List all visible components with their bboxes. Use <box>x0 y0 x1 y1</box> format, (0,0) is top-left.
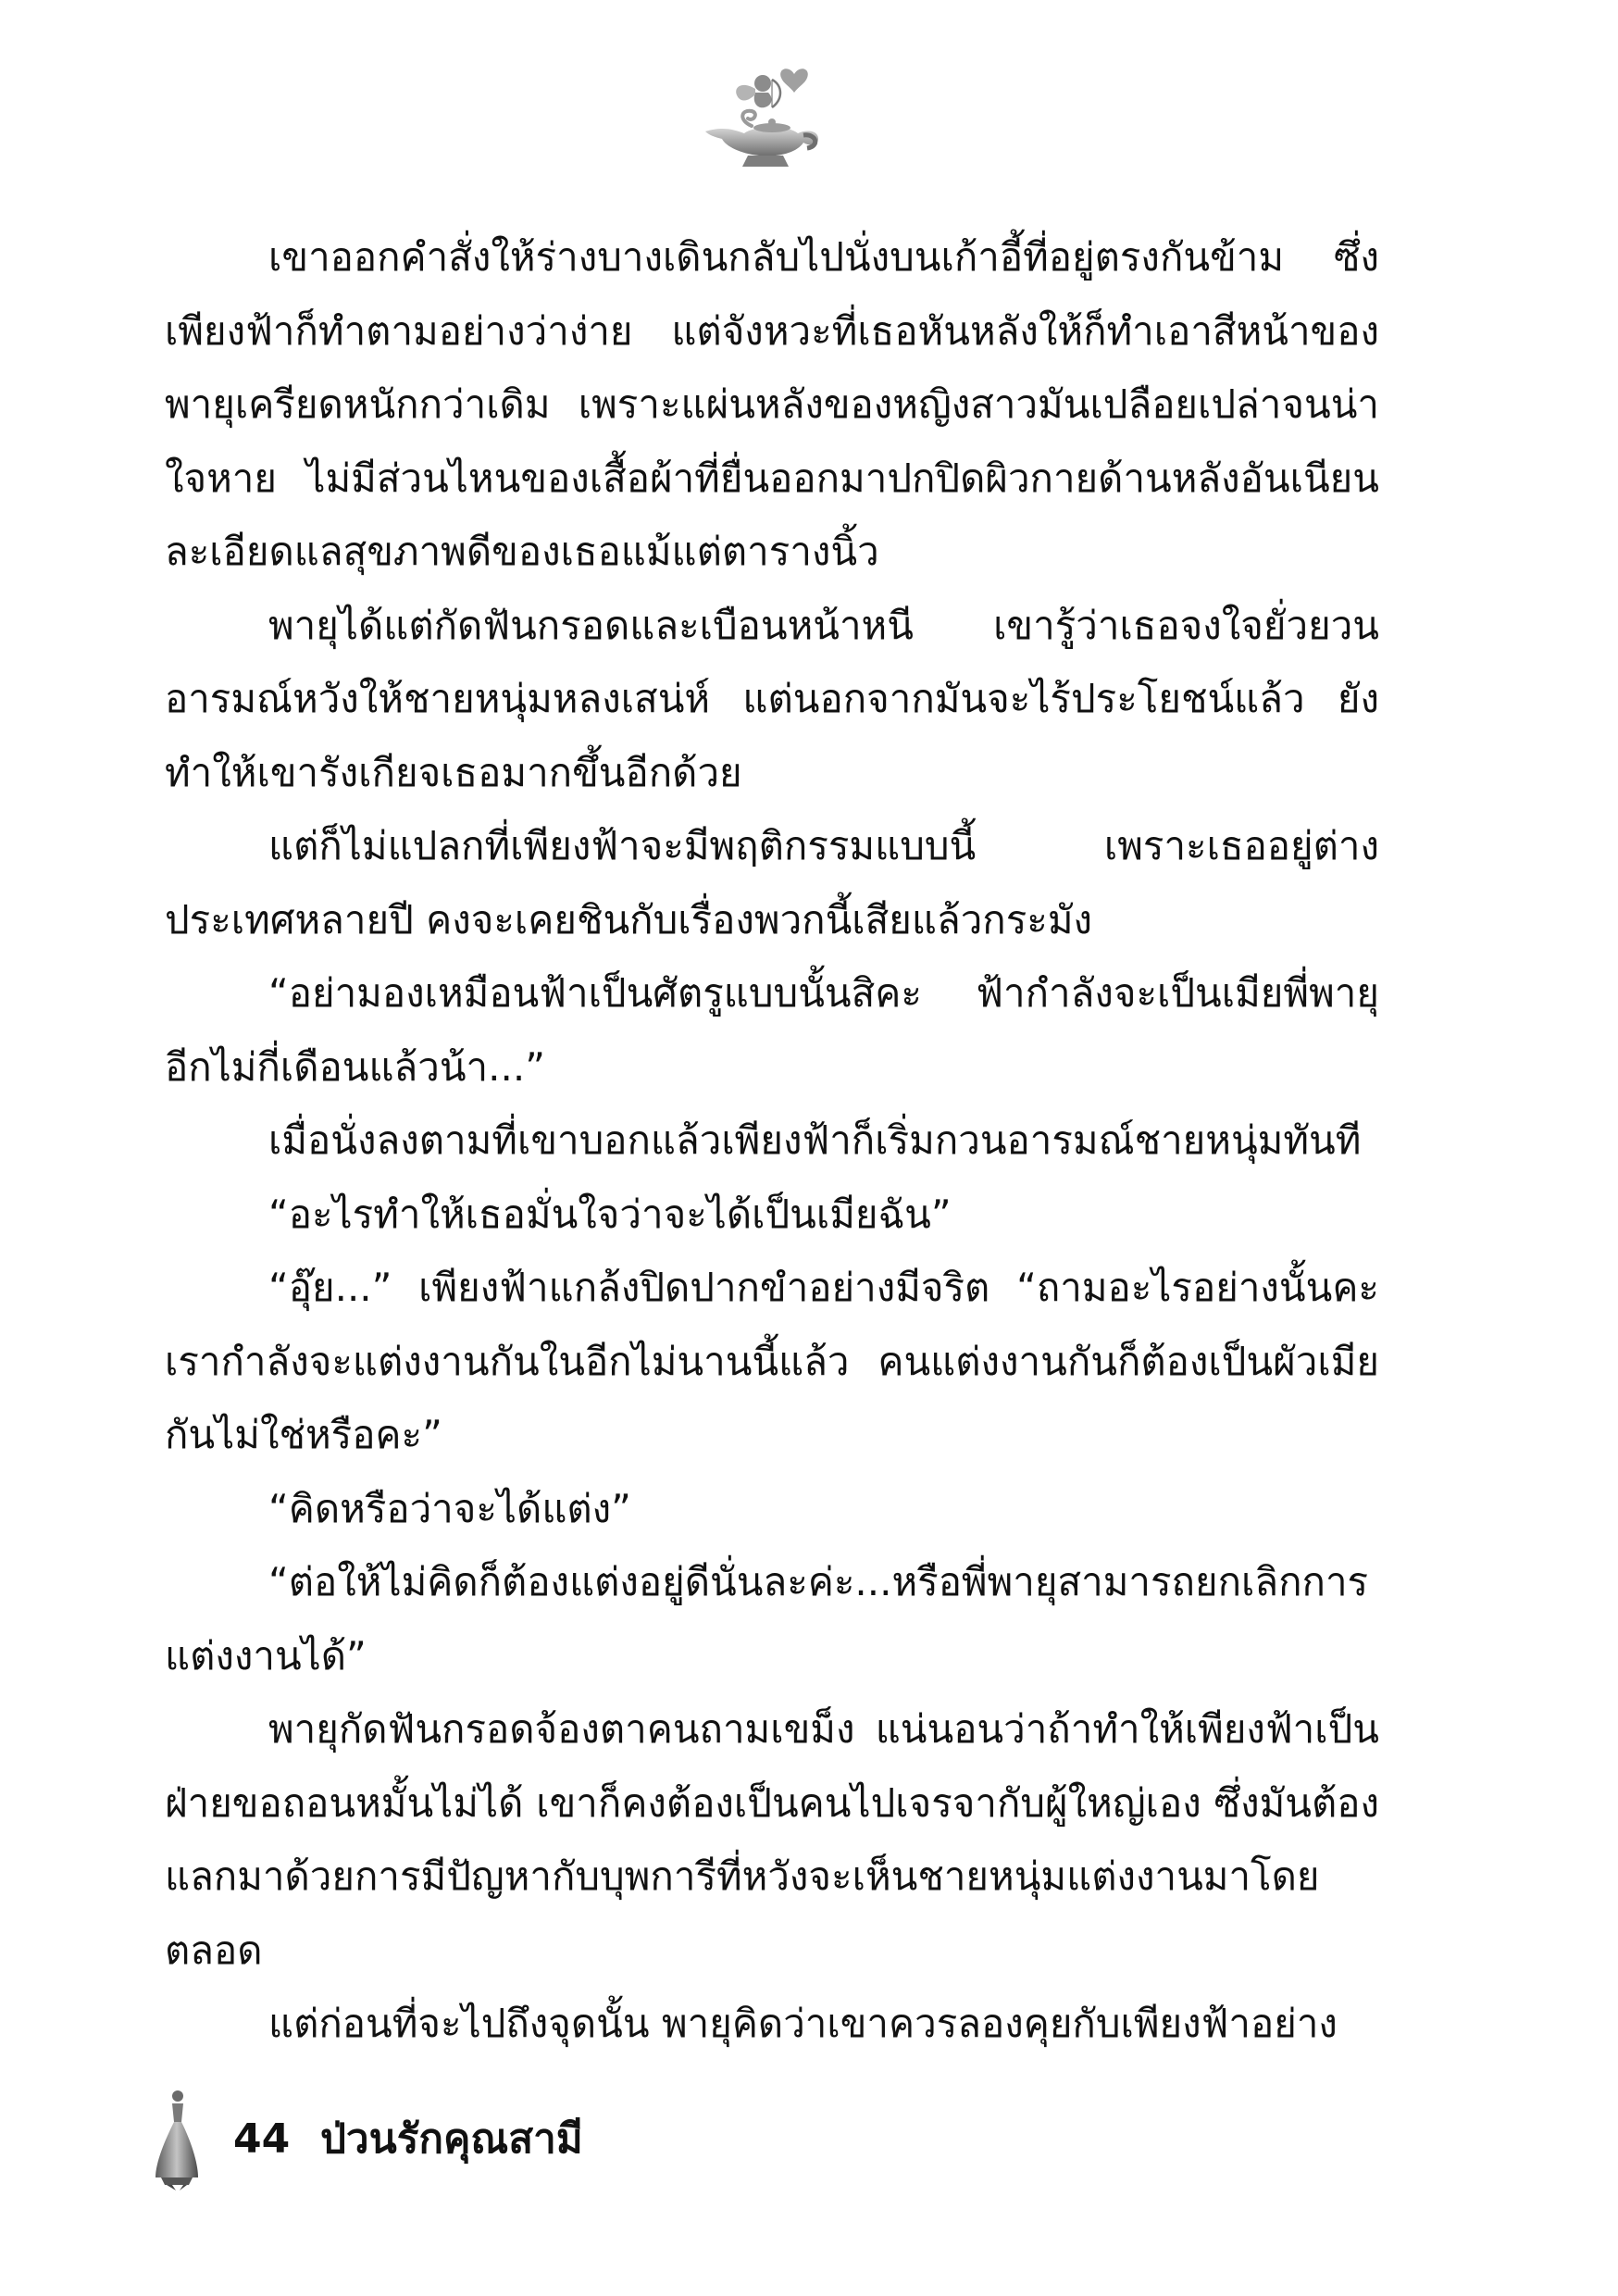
lady-in-ball-gown-icon <box>154 2089 200 2190</box>
paragraph-10: พายุกัดฟันกรอดจ้องตาคนถามเขม็ง แน่นอนว่าถ้าทำให้เพียงฟ้าเป็นฝ่ายขอถอนหมั้นไม่ได้ เขาก็คงต้องเป็นคนไปเจรจากับผู้ใหญ่เอง ซึ่งมันต้องแลกมาด้วยการมีปัญหากับบุพการีที่หวังจะเห็นชายหนุ่มแต่งงานมาโดยตลอด <box>165 1706 1379 1973</box>
paragraph-4: “อย่ามองเหมือนฟ้าเป็นศัตรูแบบนั้นสิคะ ฟ้ากำลังจะเป็นเมียพี่พายุอีกไม่กี่เดือนแล้วน้า...” <box>165 970 1379 1090</box>
book-title: ป่วนรักคุณสามี <box>320 2115 583 2163</box>
paragraph-8: “คิดหรือว่าจะได้แต่ง” <box>268 1485 631 1531</box>
paragraph-6: “อะไรทำให้เธอมั่นใจว่าจะได้เป็นเมียฉัน” <box>268 1191 952 1237</box>
paragraph-5: เมื่อนั่งลงตามที่เขาบอกแล้วเพียงฟ้าก็เริ่มกวนอารมณ์ชายหนุ่มทันที <box>268 1117 1362 1163</box>
page-number: 44 <box>233 2115 291 2163</box>
paragraph-7: “อุ๊ย...” เพียงฟ้าแกล้งปิดปากขำอย่างมีจริต “ถามอะไรอย่างนั้นคะ เรากำลังจะแต่งงานกันในอีกไม่นานนี้แล้ว คนแต่งงานกันก็ต้องเป็นผัวเมียกันไม่ใช่หรือคะ” <box>165 1265 1379 1457</box>
page-footer <box>154 2089 802 2190</box>
body-text <box>165 220 1379 2061</box>
paragraph-1: เขาออกคำสั่งให้ร่างบางเดินกลับไปนั่งบนเก้าอี้ที่อยู่ตรงกันข้าม ซึ่งเพียงฟ้าก็ทำตามอย่างว่าง่าย แต่จังหวะที่เธอหันหลังให้ก็ทำเอาสีหน้าของพายุเครียดหนักกว่าเดิม เพราะแผ่นหลังของหญิงสาวมันเปลือยเปล่าจนน่าใจหาย ไม่มีส่วนไหนของเสื้อผ้าที่ยื่นออกมาปกปิดผิวกายด้านหลังอันเนียนละเอียดแลสุขภาพดีของเธอแม้แต่ตารางนิ้ว <box>165 234 1379 574</box>
genie-lamp-with-cupid-icon <box>698 61 828 172</box>
paragraph-9: “ต่อให้ไม่คิดก็ต้องแต่งอยู่ดีนั่นละค่ะ...หรือพี่พายุสามารถยกเลิกการแต่งงานได้” <box>165 1559 1369 1678</box>
paragraph-2: พายุได้แต่กัดฟันกรอดและเบือนหน้าหนี เขารู้ว่าเธอจงใจยั่วยวนอารมณ์หวังให้ชายหนุ่มหลงเสน่ห์ แต่นอกจากมันจะไร้ประโยชน์แล้ว ยังทำให้เขารังเกียจเธอมากขึ้นอีกด้วย <box>165 602 1379 795</box>
paragraph-3: แต่ก็ไม่แปลกที่เพียงฟ้าจะมีพฤติกรรมแบบนี้ เพราะเธออยู่ต่างประเทศหลายปี คงจะเคยชินกับเรื่องพวกนี้เสียแล้วกระมัง <box>165 823 1379 942</box>
paragraph-11: แต่ก่อนที่จะไปถึงจุดนั้น พายุคิดว่าเขาควรลองคุยกับเพียงฟ้าอย่าง <box>268 2001 1338 2046</box>
